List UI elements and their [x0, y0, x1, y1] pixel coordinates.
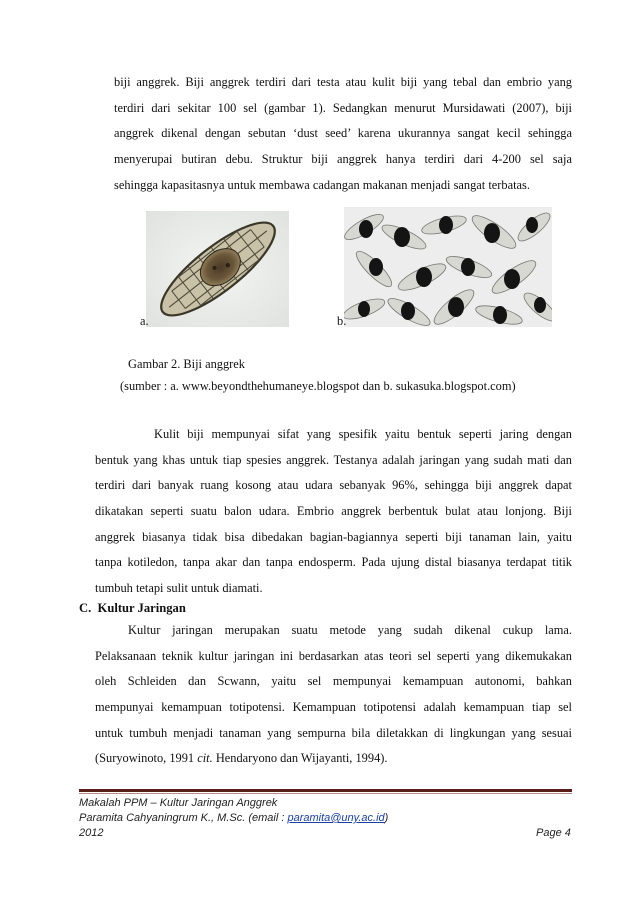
- paragraph-line: Kultur jaringan merupakan suatu metode yang sudah dikenal cukup lama.: [128, 623, 572, 637]
- footer-rule: [79, 789, 572, 792]
- paragraph-line: tanpa kotiledon, tanpa akar dan tanpa endosperm. Pada ujung distal biasanya terdapat titik: [95, 555, 572, 570]
- paragraph-line: untuk tumbuh menjadi tanaman yang sempurna bila diletakkan di lingkungan yang sesuai: [95, 725, 572, 740]
- section-heading-kultur-jaringan: C. Kultur Jaringan: [79, 601, 186, 615]
- kultur-jaringan-paragraph: [95, 618, 572, 772]
- figure-caption-title: Gambar 2. Biji anggrek: [128, 357, 245, 371]
- paragraph-line: dikatakan seperti suatu balon udara. Embrio anggrek berbentuk bulat atau lonjong. Biji: [95, 504, 572, 519]
- kulit-biji-paragraph: [95, 422, 572, 602]
- footer-rule-thin: [79, 793, 572, 794]
- paragraph-line: bentuk yang khas untuk tiap spesies anggrek. Testanya adalah jaringan yang sudah mati dan: [95, 452, 572, 467]
- intro-line: sehingga kapasitasnya untuk membawa cadangan makanan menjadi sangat terbatas.: [114, 177, 530, 192]
- figure-label-b: b.: [337, 314, 347, 328]
- footer-author-text: Paramita Cahyaningrum K., M.Sc. (email :: [79, 812, 288, 824]
- citation-text: (Suryowinoto, 1991: [95, 751, 198, 766]
- seed-micrograph-a-graphic: [146, 211, 289, 327]
- citation-text: Hendaryono dan Wijayanti, 1994).: [212, 751, 388, 766]
- citation-line: [95, 746, 572, 772]
- paragraph-line: terdiri dari banyak ruang kosong atau udara sebanyak 96%, sehingga biji anggrek dapat: [95, 478, 572, 493]
- figure-caption-source: (sumber : a. www.beyondthehumaneye.blogspot dan b. sukasuka.blogspot.com): [120, 379, 516, 393]
- intro-line: biji anggrek. Biji anggrek terdiri dari testa atau kulit biji yang tebal dan embrio yang: [114, 75, 572, 89]
- footer-title: Makalah PPM – Kultur Jaringan Anggrek: [79, 797, 278, 809]
- paragraph-line: tumbuh tetapi sulit untuk diamati.: [95, 581, 263, 596]
- figure-label-a: a.: [140, 314, 149, 328]
- intro-line: anggrek dikenal dengan sebutan ‘dust seed’ karena ukurannya sangat kecil sehingga: [114, 126, 572, 141]
- paragraph-line: mempunyai kemampuan totipotensi. Kemampuan totipotensi adalah kemampuan tiap sel: [95, 700, 572, 715]
- citation-cit: cit.: [197, 751, 213, 766]
- intro-line: menyerupai butiran debu. Struktur biji anggrek hanya terdiri dari 4-200 sel saja: [114, 152, 572, 167]
- footer-author-close: ): [384, 812, 389, 824]
- paragraph-line: oleh Schleiden dan Scwann, yaitu sel mempunyai kemampuan autonomi, bahkan: [95, 674, 572, 689]
- seed-micrograph-b-graphic: [344, 207, 552, 327]
- orchid-seed-image-a: [146, 211, 289, 327]
- paragraph-line: Pelaksanaan teknik kultur jaringan ini berdasarkan atas teori sel seperti yang dikemukakan: [95, 648, 572, 663]
- orchid-seeds-image-b: [344, 207, 552, 327]
- intro-line: terdiri dari sekitar 100 sel (gambar 1). Sedangkan menurut Mursidawati (2007), biji: [114, 100, 572, 115]
- footer-page-number: Page 4: [536, 827, 571, 839]
- footer-author: [79, 812, 388, 824]
- paragraph-line: Kulit biji mempunyai sifat yang spesifik yaitu bentuk seperti jaring dengan: [154, 427, 572, 441]
- footer-year: 2012: [79, 827, 104, 839]
- intro-paragraph: [114, 70, 572, 198]
- paragraph-line: anggrek biasanya tidak bisa dibedakan bagian-bagiannya seperti biji tanaman lain, yaitu: [95, 529, 572, 544]
- footer-email-link[interactable]: paramita@uny.ac.id: [287, 812, 385, 824]
